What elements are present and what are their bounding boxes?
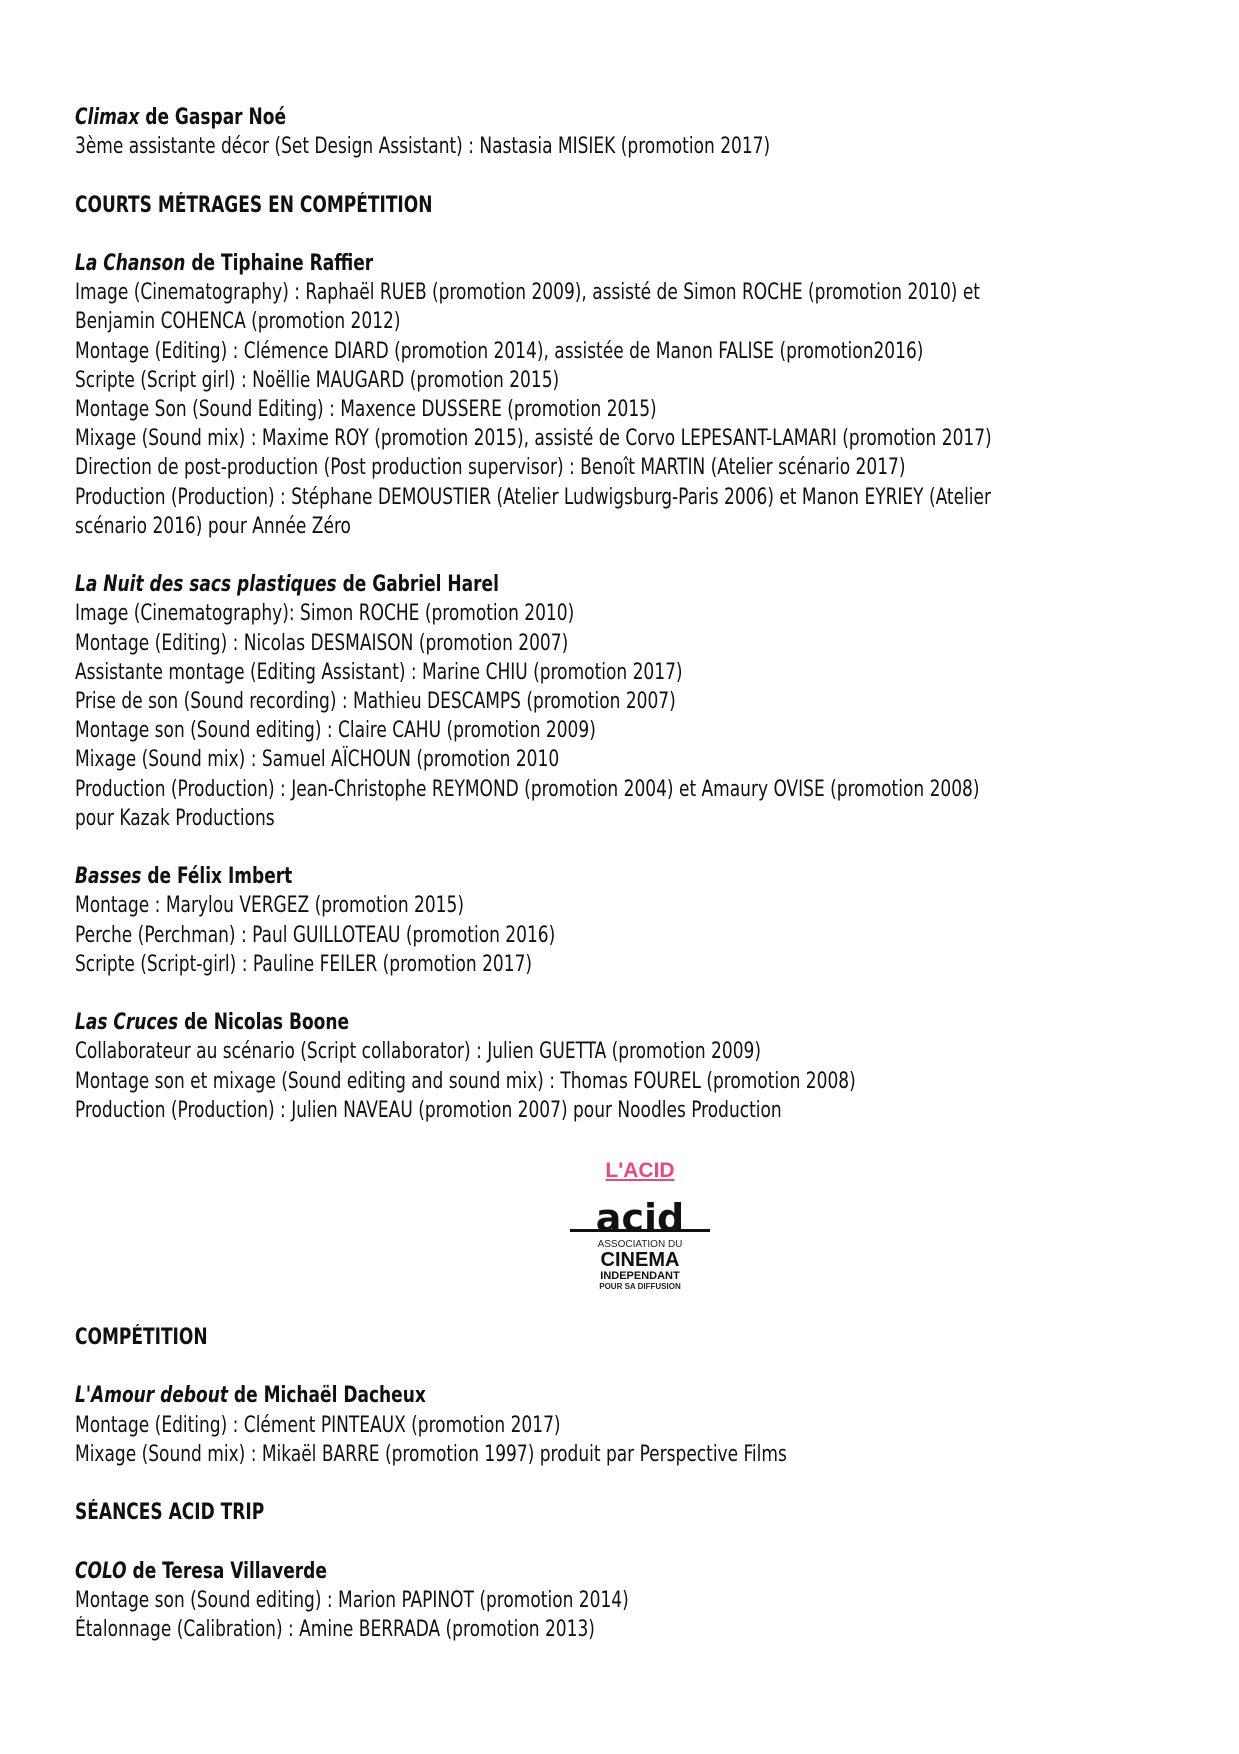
credit-line: Prise de son (Sound recording) : Mathieu DESCAMPS (promotion 2007) xyxy=(75,689,676,715)
film-title: COLO xyxy=(75,1558,127,1584)
acid-logo-line4: POUR SA DIFFUSION xyxy=(599,1282,681,1292)
film-director: de Nicolas Boone xyxy=(178,1010,350,1036)
film-director: de Gabriel Harel xyxy=(336,572,499,598)
sections-top xyxy=(75,103,1205,1125)
film-director: de Tiphaine Raffier xyxy=(185,250,374,276)
credit-line: Étalonnage (Calibration) : Amine BERRADA (promotion 2013) xyxy=(75,1617,595,1643)
section-heading: SÉANCES ACID TRIP xyxy=(75,1500,265,1526)
film-title: La Nuit des sacs plastiques xyxy=(75,572,337,598)
spacer xyxy=(75,161,1205,190)
credit-line: Montage (Editing) : Nicolas DESMAISON (promotion 2007) xyxy=(75,630,569,656)
section-heading: COMPÉTITION xyxy=(75,1325,208,1351)
film-title-line xyxy=(75,1557,1047,1586)
acid-logo xyxy=(570,1195,710,1295)
acid-logo-wordmark: acid xyxy=(595,1196,685,1241)
acid-block xyxy=(75,1157,1205,1295)
film-title-line xyxy=(75,862,1047,891)
credit-line: Image (Cinematography): Simon ROCHE (promotion 2010) xyxy=(75,601,575,627)
credit-line: Mixage (Sound mix) : Maxime ROY (promotion 2015), assisté de Corvo LEPESANT-LAMARI (promotion 2017) xyxy=(75,426,992,452)
credit-line: pour Kazak Productions xyxy=(75,805,275,831)
credit-line: Production (Production) : Stéphane DEMOUSTIER (Atelier Ludwigsburg-Paris 2006) et Manon EYRIEY (Atelier xyxy=(75,484,992,510)
credit-line: Montage son (Sound editing) : Claire CAHU (promotion 2009) xyxy=(75,718,596,744)
credit-line: Scripte (Script-girl) : Pauline FEILER (promotion 2017) xyxy=(75,951,533,977)
spacer xyxy=(75,1469,1205,1498)
credit-line: Production (Production) : Julien NAVEAU (promotion 2007) pour Noodles Production xyxy=(75,1097,782,1123)
film-director: de Gaspar Noé xyxy=(139,105,286,130)
acid-logo-line1: ASSOCIATION DU xyxy=(597,1239,683,1251)
credit-line: Production (Production) : Jean-Christophe REYMOND (promotion 2004) et Amaury OVISE (promotion 2008) xyxy=(75,776,980,802)
credit-line: Montage son et mixage (Sound editing and sound mix) : Thomas FOUREL (promotion 2008) xyxy=(75,1068,856,1094)
acid-logo-line3: INDEPENDANT xyxy=(600,1270,680,1283)
sections-acid xyxy=(75,1323,1205,1644)
credit-line: Collaborateur au scénario (Script collaborator) : Julien GUETTA (promotion 2009) xyxy=(75,1039,762,1065)
acid-label: L'ACID xyxy=(605,1159,675,1183)
section-heading: COURTS MÉTRAGES EN COMPÉTITION xyxy=(75,192,433,218)
document-page xyxy=(75,103,1205,1644)
film-title: Las Cruces xyxy=(75,1010,179,1036)
credit-line: scénario 2016) pour Année Zéro xyxy=(75,513,351,539)
film-title: Basses xyxy=(75,864,142,890)
credit-line: Montage : Marylou VERGEZ (promotion 2015) xyxy=(75,893,464,919)
film-director: de Michaël Dacheux xyxy=(227,1383,426,1409)
credit-line: Montage Son (Sound Editing) : Maxence DUSSERE (promotion 2015) xyxy=(75,397,657,422)
film-title: Climax xyxy=(75,105,140,130)
credit-line: Image (Cinematography) : Raphaël RUEB (promotion 2009), assisté de Simon ROCHE (promotion 2010) et xyxy=(75,280,980,306)
film-director: de Félix Imbert xyxy=(141,864,293,890)
credit-line: Benjamin COHENCA (promotion 2012) xyxy=(75,309,401,335)
film-director: de Teresa Villaverde xyxy=(126,1558,327,1584)
spacer xyxy=(75,541,1205,570)
spacer xyxy=(75,1352,1205,1381)
credit-line: Assistante montage (Editing Assistant) : Marine CHIU (promotion 2017) xyxy=(75,659,683,685)
credit-line: Scripte (Script girl) : Noëllie MAUGARD (promotion 2015) xyxy=(75,367,560,393)
spacer xyxy=(75,833,1205,862)
credit-line: 3ème assistante décor (Set Design Assistant) : Nastasia MISIEK (promotion 2017) xyxy=(75,134,771,160)
credit-line: Montage (Editing) : Clémence DIARD (promotion 2014), assistée de Manon FALISE (promotion2016) xyxy=(75,338,924,364)
credit-line: Montage son (Sound editing) : Marion PAPINOT (promotion 2014) xyxy=(75,1587,629,1613)
spacer xyxy=(75,220,1205,249)
acid-logo-line2: CINEMA xyxy=(600,1249,680,1272)
film-title-line xyxy=(75,570,1047,599)
film-title-line xyxy=(75,1381,1047,1410)
film-title: L'Amour debout xyxy=(75,1383,228,1409)
film-title: La Chanson xyxy=(75,250,186,276)
spacer xyxy=(75,979,1205,1008)
spacer xyxy=(75,1527,1205,1556)
credit-line: Direction de post-production (Post production supervisor) : Benoît MARTIN (Atelier scénario 2017) xyxy=(75,455,906,481)
credit-line: Montage (Editing) : Clément PINTEAUX (promotion 2017) xyxy=(75,1412,561,1438)
film-title-line xyxy=(75,103,1047,132)
film-title-line xyxy=(75,249,1047,278)
film-title-line xyxy=(75,1008,1047,1037)
credit-line: Mixage (Sound mix) : Samuel AÏCHOUN (promotion 2010 xyxy=(75,747,560,773)
credit-line: Mixage (Sound mix) : Mikaël BARRE (promotion 1997) produit par Perspective Films xyxy=(75,1441,787,1467)
credit-line: Perche (Perchman) : Paul GUILLOTEAU (promotion 2016) xyxy=(75,922,556,948)
